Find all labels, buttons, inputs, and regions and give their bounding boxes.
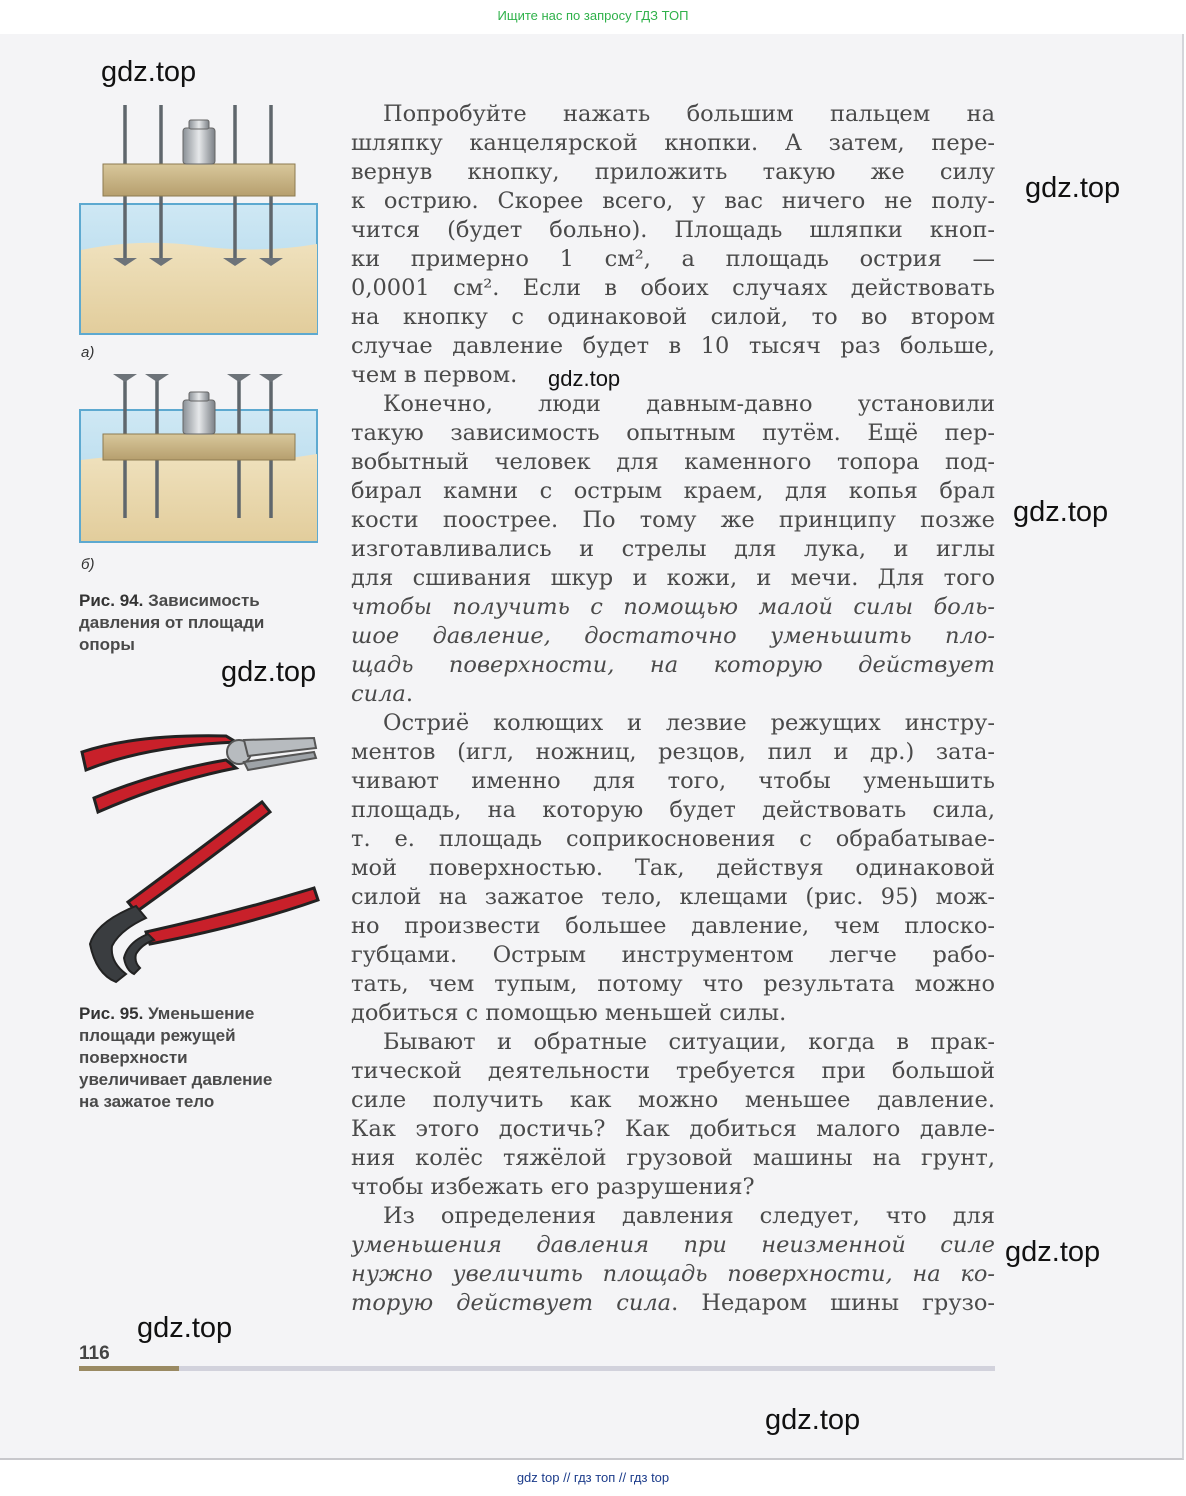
text-line: добиться с помощью меньшей силы.: [351, 1000, 787, 1026]
page-number: 116: [79, 1343, 110, 1364]
figure-94b-illustration: [79, 368, 319, 544]
figure-94a-label: а): [81, 344, 95, 361]
text-line: [351, 1231, 995, 1260]
top-banner: Ищите нас по запросу ГДЗ ТОП: [497, 8, 689, 23]
watermark: gdz.top: [1025, 172, 1121, 204]
watermark: gdz.top: [221, 656, 317, 688]
text-line: 0,0001 см². Если в обоих случаях действовать: [351, 275, 995, 301]
text-line: тической деятельности требуется при большой: [351, 1058, 995, 1084]
text-line: [351, 651, 995, 680]
text-line: такую зависимость опытным путём. Ещё пер-: [351, 420, 995, 446]
text-line: к острию. Скорее всего, у вас ничего не полу-: [351, 188, 995, 214]
text-line: на кнопку с одинаковой силой, то во втором: [351, 304, 995, 330]
caption-line: площади режущей: [79, 1026, 236, 1045]
text-line: шляпку канцелярской кнопки. А затем, пере-: [351, 130, 995, 156]
text-line: Остриё колющих и лезвие режущих инстру-: [383, 710, 995, 736]
text-line: Как этого достичь? Как добиться малого давле-: [351, 1116, 995, 1142]
watermark: gdz.top: [1005, 1236, 1101, 1268]
watermark: gdz.top: [101, 56, 197, 88]
caption-line: Зависимость: [148, 591, 260, 610]
watermark: gdz.top: [1013, 496, 1109, 528]
text-line: [351, 622, 995, 651]
text-line: чится (будет больно). Площадь шляпки кноп-: [351, 217, 995, 243]
text-line: вобытный человек для каменного топора под-: [351, 449, 995, 475]
italic-rule: торую действует сила: [351, 1290, 672, 1316]
period: .: [405, 681, 413, 707]
text-line: [351, 680, 995, 709]
footer-rule-accent: [79, 1366, 179, 1371]
text-line: т. е. площадь соприкосновения с обрабатывае-: [351, 826, 995, 852]
italic-rule: уменьшения давления при неизменной силе: [351, 1232, 995, 1258]
text-line: Конечно, люди давным-давно установили: [383, 391, 995, 417]
text-line: [351, 1260, 995, 1289]
figure-94b-label: б): [81, 556, 95, 573]
text-line: для сшивания шкур и кожи, и мечи. Для того: [351, 565, 995, 591]
caption-line: давления от площади: [79, 613, 265, 632]
text-line: но произвести большее давление, чем плоско-: [351, 913, 995, 939]
text-line: губцами. Острым инструментом легче рабо-: [351, 942, 995, 968]
figure-95-pliers-illustration: [76, 712, 322, 992]
italic-rule: сила: [351, 681, 406, 707]
figure-95-number: Рис. 95.: [79, 1004, 144, 1023]
text-line: случае давление будет в 10 тысяч раз больше,: [351, 333, 995, 359]
caption-line: опоры: [79, 635, 135, 654]
text-line: изготавливались и стрелы для лука, и иглы: [351, 536, 995, 562]
text-line: чтобы избежать его разрушения?: [351, 1174, 755, 1200]
text-line: площадь, на которую будет действовать сила,: [351, 797, 995, 823]
text-continuation: . Недаром шины грузо-: [671, 1290, 995, 1316]
figure-94a-illustration: [79, 100, 319, 336]
text-line: ки примерно 1 см², а площадь острия —: [351, 246, 995, 272]
bottom-banner: gdz top // гдз топ // гдз top: [516, 1470, 670, 1485]
text-line: Попробуйте нажать большим пальцем на: [383, 101, 995, 127]
text-line: [351, 1289, 995, 1318]
figure-95-caption: [79, 1003, 329, 1113]
text-line: мой поверхностью. Так, действуя одинаковой: [351, 855, 995, 881]
text-line: силой на зажатое тело, клещами (рис. 95) мож-: [351, 884, 995, 910]
footer-rule: [79, 1366, 995, 1371]
italic-rule: чтобы получить с помощью малой силы боль-: [351, 594, 995, 620]
watermark: gdz.top: [765, 1404, 861, 1436]
text-line: тать, чем тупым, потому что результата можно: [351, 971, 995, 997]
text-line: вернув кнопку, приложить такую же силу: [351, 159, 995, 185]
figure-94-number: Рис. 94.: [79, 591, 144, 610]
text-line: Бывают и обратные ситуации, когда в прак-: [383, 1029, 995, 1055]
text-line: чем в первом.: [351, 362, 518, 388]
caption-line: на зажатое тело: [79, 1092, 215, 1111]
text-line: Из определения давления следует, что для: [383, 1203, 995, 1229]
caption-line: увеличивает давление: [79, 1070, 273, 1089]
text-line: кости поострее. По тому же принципу позже: [351, 507, 995, 533]
figure-94-caption: [79, 590, 329, 656]
italic-rule: шое давление, достаточно уменьшить пло-: [351, 623, 995, 649]
caption-line: Уменьшение: [148, 1004, 255, 1023]
text-line: ния колёс тяжёлой грузовой машины на грунт,: [351, 1145, 995, 1171]
text-line: силе получить как можно меньшее давление.: [351, 1087, 995, 1113]
text-line: бирал камни с острым краем, для копья брал: [351, 478, 995, 504]
caption-line: поверхности: [79, 1048, 188, 1067]
watermark: gdz.top: [137, 1312, 233, 1344]
italic-rule: щадь поверхности, на которую действует: [351, 652, 995, 678]
body-text: [351, 100, 995, 1318]
text-line: ментов (игл, ножниц, резцов, пил и др.) зата-: [351, 739, 995, 765]
italic-rule: нужно увеличить площадь поверхности, на ко-: [351, 1261, 995, 1287]
text-line: [351, 593, 995, 622]
watermark: gdz.top: [548, 366, 621, 391]
text-line: чивают именно для того, чтобы уменьшить: [351, 768, 995, 794]
